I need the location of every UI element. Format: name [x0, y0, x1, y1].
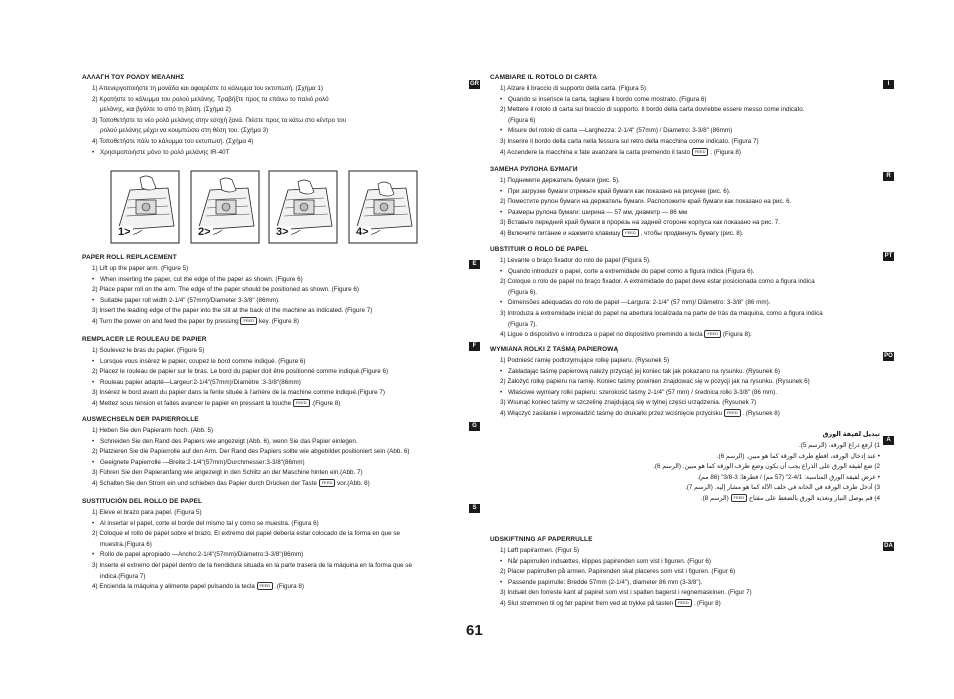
feed-key-icon: FEED: [675, 599, 692, 607]
instruction-line: 3) Führen Sie den Papieranfang wie angezeigt in den Schlitz an der Maschine hinten ein.(Abb. 7): [92, 469, 363, 477]
section-title: SUSTITUCIÓN DEL ROLLO DE PAPEL: [82, 498, 203, 505]
feed-key-icon: FEED: [704, 330, 721, 338]
figures-strip: [110, 170, 446, 248]
section-pt: [490, 246, 893, 341]
instruction-line: 3) Insert the leading edge of the paper into the slit at the back of the machine as indicated. (Figure 7): [92, 307, 373, 315]
section-title: AUSWECHSELN DER PAPIERROLLE: [82, 416, 199, 423]
language-tag: PO: [884, 353, 893, 359]
instruction-line: 3) Introduza a extremidade inicial do papel na abertura localizada na parte de trás da maquina, como a figura indica: [500, 309, 823, 317]
instruction-line: 2) Coloque el rollo de papel sobre el brazo. El extremo del papel debería estar colocado de la forma en que se: [92, 530, 401, 538]
instruction-line: • Quando introduzir o papel, corte a extremidade do papel como a figura indica (Figura 6).: [490, 267, 880, 278]
section-s: [82, 498, 477, 593]
instruction-line: 2) Κρατήστε το κάλυμμα του ρολού μελάνης. Τραβήξτε προς τα επάνω το παλιό ρολό: [92, 95, 329, 103]
section-a: [490, 430, 891, 505]
section-title: PAPER ROLL REPLACEMENT: [82, 254, 177, 261]
section-title: تبديل لفيفة الورق: [822, 431, 880, 438]
instruction-line: 4) Ligue o dispositivo e introduza o papel no dispositivo premindo a tecla FEED (Figura 8).: [500, 331, 752, 339]
instruction-line: 1) Alzare il braccio di supporto della carta. (Figura 5): [500, 85, 646, 92]
instruction-line: (Figura 6): [508, 116, 536, 124]
instruction-line: • Passende papirrulle: Bredde 57mm (2-1/4"), diameter 86 mm (3-3/8").: [490, 578, 880, 589]
instruction-line: 2) Placer papirrullen på armen. Papirenden skal placeres som vist i figuren. (Figur 6): [500, 568, 736, 576]
instruction-line: • Schneiden Sie den Rand des Papiers wie angezeigt (Abb. 6), wenn Sie das Papier einlegen.: [82, 437, 466, 448]
language-tag: A: [883, 436, 894, 445]
instruction-line: 2) Поместите рулон бумаги на держатель бумаги. Расположите край бумаги как показано на рис. 6.: [500, 198, 792, 206]
figure-3: [268, 170, 338, 244]
language-tag: GR: [470, 81, 479, 87]
instruction-line: • Размеры рулона бумаги: ширина — 57 мм, диаметр — 86 мм: [490, 208, 880, 219]
instruction-line: 4) Τοποθετήστε πάλι το κάλυμμα του εκτυπωτή. (Σχήμα 4): [92, 137, 254, 145]
section-title: CAMBIARE IL ROTOLO DI CARTA: [490, 74, 598, 81]
feed-key-icon: FEED: [724, 409, 741, 417]
instruction-line: 2) Mettere il rotolo di carta sul braccio di supporto. Il bordo della carta dovrebbe essere messo come indicato.: [500, 106, 805, 114]
language-tag: S: [469, 504, 480, 513]
instruction-line: 4) Włączyć zasilanie i wprowadzić taśmę do drukarki przez wciśnięcie przycisku FEED . (Rysunek 8): [500, 409, 780, 417]
instruction-line: • عرض لفيفة الورق المناسبة: 4/1-2" (57 مم) / قطرها: 3-3/8" (86 مم).: [697, 473, 880, 481]
instruction-line: 3) Wsunąć koniec taśmy w szczelinę znajdującą się w tylnej części urządzenia. (Rysunek 7): [500, 399, 757, 407]
language-tag: DA: [884, 543, 893, 549]
language-tag: E: [469, 260, 480, 269]
figure-label: 2>: [198, 226, 211, 238]
instruction-line: • Lorsque vous insérez le papier, coupez le bord comme indiqué. (Figure 6): [82, 357, 466, 368]
section-g: [82, 416, 477, 490]
instruction-line: • Zakładając taśmę papierową należy przyciąć jej koniec tak jak pokazano na rysunku. (Rysunek 6): [490, 367, 880, 378]
instruction-line: 1) Eleve el brazo para papel. (Figura 5): [92, 509, 202, 516]
instruction-line: 1) Heben Sie den Papierarm hoch. (Abb. 5): [92, 427, 214, 434]
instruction-line: 1) Løft papirarmen. (Figur 5): [500, 547, 580, 554]
feed-key-icon: FEED: [319, 479, 336, 487]
instruction-line: (Figura 6).: [508, 288, 538, 296]
instruction-line: ρολού μελάνης μέχρι να κουμπώσει στη θέση του. (Σχήμα 3): [100, 127, 269, 135]
instruction-line: • Al insertar el papel, corte el borde del mismo tal y como se muestra. (Figura 6): [82, 519, 466, 530]
figure-2: [190, 170, 260, 244]
figure-label: 1>: [118, 226, 131, 238]
section-r: [490, 166, 891, 240]
instruction-line: 2) Platzieren Sie die Papierrolle auf den Arm. Der Rand des Papiers sollte wie abgebildet positioniert sein (Abb. 6): [92, 448, 410, 456]
language-tag: F: [469, 342, 480, 351]
instruction-line: 4) Mettez sous tension et faites avancer le papier en pressant la touche FEED .(Figure 8): [92, 399, 341, 407]
section-title: UBSTITUIR O ROLO DE PAPEL: [490, 246, 589, 253]
instruction-line: 1) Поднимите держатель бумаги (рис. 5).: [500, 177, 620, 184]
instruction-line: 1) Απενεργοποιήστε τη μονάδα και αφαιρέστε το κάλυμμα του εκτυπωτή. (Σχήμα 1): [92, 85, 323, 92]
instruction-line: • Właściwe wymiary rolki papieru: szerokość taśmy 2-1/4" (57 mm) / średnica rolki 3-3/8" (86 mm).: [490, 388, 880, 399]
section-title: ΑΛΛΑΓΗ ΤΟΥ ΡΟΛΟΥ ΜΕΛΑΝΗΣ: [82, 74, 185, 81]
instruction-line: • Suitable paper roll width 2-1/4" (57mm)/Diameter 3-3/8" (86mm).: [82, 296, 466, 307]
figure-label: 3>: [276, 226, 289, 238]
instruction-line: 4) Включите питание и нажмите клавишу FEED , чтобы продвинуть бумагу (рис. 8).: [500, 229, 744, 237]
instruction-line: 3) Inserte el extremo del papel dentro de la hendidura situada en la parte trasera de la máquina en la forma que se: [92, 561, 412, 569]
feed-key-icon: FEED: [257, 582, 274, 590]
instruction-line: • Dimensões adequadas do rolo de papel —Largura: 2-1/4" (57 mm)/ Diâmetro: 3-3/8" (86 mm).: [490, 298, 880, 309]
instruction-line: • Geeignete Papierrolle —Breite:2-1/4"(57mm)/Durchmesser:3-3/8"(86mm): [82, 458, 466, 469]
section-title: ЗАМЕНА РУЛОНА БУМАГИ: [490, 166, 578, 173]
instruction-line: 3) Insérez le bord avant du papier dans la fente située à l’arrière de la machine comme indiqué.(Figure 7): [92, 389, 385, 397]
instruction-line: 3) Τοποθετήστε το νέο ρολό μελάνης στην εσοχή ξανά. Πιέστε προς τα κάτω στο κέντρο του: [92, 116, 347, 124]
instruction-line: 2) Coloque o rolo de papel no braço fixador. A extremidade do papel deve estar posicionada como a figura indica: [500, 278, 815, 286]
section-e: [82, 254, 477, 328]
feed-key-icon: FEED: [692, 148, 709, 156]
instruction-line: μελάνης, και βγάλτε το από τη βάση. (Σχήμα 2): [100, 106, 231, 114]
instruction-line: 1) Levante o braço fixador do rolo de papel (Figura 5).: [500, 257, 651, 264]
instruction-line: • Misure del rotolo di carta —Larghezza: 2-1/4" (57mm) / Diametro: 3-3/8" (86mm): [490, 126, 880, 137]
instruction-line: • Rollo de papel apropiado —Ancho:2-1/4"(57mm)/Diámetro:3-3/8"(86mm): [82, 550, 466, 561]
instruction-line: • Rouleau papier adapté—Largeur:2-1/4"(57mm)/Diamètre :3-3/8"(86mm): [82, 378, 466, 389]
instruction-line: muestra.(Figura 6): [100, 540, 152, 548]
instruction-line: 1) Soulevez le bras du papier. (Figure 5): [92, 347, 205, 354]
section-gr: [82, 74, 479, 158]
instruction-line: 2) Place paper roll on the arm. The edge of the paper should be positioned as shown. (Figure 6): [92, 286, 359, 294]
instruction-line: • Χρησιμοποιήστε μόνο το ρολό μελάνης IR-40T: [82, 148, 466, 159]
instruction-line: 2) ضع لفيفة الورق على الذراع يجب أن يكون وضع طرف الورقة كما هو مبين. (الرسم 6).: [653, 463, 880, 471]
section-i: [490, 74, 890, 158]
feed-key-icon: FEED: [622, 229, 639, 237]
feed-key-icon: FEED: [731, 494, 748, 502]
instruction-line: 3) Вставьте передний край бумаги в прорезь на задней стороне корпуса как показано на рис. 7.: [500, 219, 781, 227]
section-da: [490, 536, 893, 610]
figure-1: [110, 170, 180, 244]
instruction-line: 4) قم بوصل التيار وتغذية الورق بالضغط على مفتاح FEED (الرسم 8).: [700, 494, 880, 502]
section-title: UDSKIFTNING AF PAPERRULLE: [490, 536, 593, 543]
instruction-line: 1) Lift up the paper arm. (Figure 5): [92, 265, 189, 272]
instruction-line: 4) Encienda la máquina y alimente papel pulsando la tecla FEED .(Figura 8): [92, 583, 304, 591]
figure-label: 4>: [356, 226, 369, 238]
section-f: [82, 336, 477, 410]
instruction-line: • Quando si inserisce la carta, tagliare il bordo come mostrato. (Figura 6): [490, 95, 880, 106]
page-number: 61: [466, 622, 483, 639]
instruction-line: • При загрузке бумаги отрежьте край бумаги как показано на рисунке (рис. 6).: [490, 187, 880, 198]
instruction-line: 4) Turn the power on and feed the paper by pressing FEED key. (Figure 8): [92, 317, 299, 325]
section-po: [490, 346, 893, 420]
instruction-line: 1) ارفع ذراع الورقة. (الرسم 5).: [798, 442, 880, 449]
language-tag: G: [469, 422, 480, 431]
instruction-line: 2) Placez le rouleau de papier sur le bras. Le bord du papier doit être positionné comme indiqué.(Figure 6): [92, 368, 389, 376]
feed-key-icon: FEED: [240, 317, 257, 325]
language-tag: I: [883, 80, 894, 89]
instruction-line: • Når papirrullen indsættes, klippes papirenden som vist i figuren. (Figur 6): [490, 557, 880, 568]
instruction-line: 3) Indsæt den forreste kant af papiret som vist i spalten bagerst i regnemaskinen. (Figur 7): [500, 589, 752, 597]
instruction-line: indica.(Figura 7): [100, 572, 146, 580]
instruction-line: 4) Schalten Sie den Strom ein und schieben das Papier durch Drücken der Taste FEED vor.(Abb. 8): [92, 479, 370, 487]
section-title: REMPLACER LE ROULEAU DE PAPIER: [82, 336, 207, 343]
instruction-line: • When inserting the paper, cut the edge of the paper as shown. (Figure 6): [82, 275, 466, 286]
instruction-line: • عند إدخال الورقة، اقطع طرف الورقة كما هو مبين. (الرسم 6).: [716, 452, 880, 460]
instruction-line: 4) Accendere la macchina e fate avanzare la carta premendo il tasto FEED . (Figura 8): [500, 148, 742, 156]
instruction-line: 1) Podnieść ramię podtrzymujące rolkę papieru. (Rysunek 5): [500, 357, 670, 364]
instruction-line: 4) Slut strømmen til og før papiret frem ved at trykke på tasten FEED . (Figur 8): [500, 599, 721, 607]
figure-4: [348, 170, 418, 244]
instruction-line: 2) Założyć rolkę papieru na ramię. Koniec taśmy powinien znajdować się w pozycji jak na rysunku. (Rysunek 6): [500, 378, 810, 386]
instruction-line: 3) Inserire il bordo della carta nella fessura sul retro della macchina come indicato. (Figura 7): [500, 137, 759, 145]
instruction-line: (Figura 7).: [508, 320, 538, 328]
language-tag: PT: [884, 253, 893, 259]
section-title: WYMIANA ROLKI Z TAŚMĄ PAPIEROWĄ: [490, 346, 619, 353]
instruction-line: 3) أدخل طرف الورقة في الخانة في خلف الآلة كما هو مشار إليه. (الرسم 7).: [685, 484, 880, 492]
language-tag: R: [883, 172, 894, 181]
feed-key-icon: FEED: [293, 399, 310, 407]
